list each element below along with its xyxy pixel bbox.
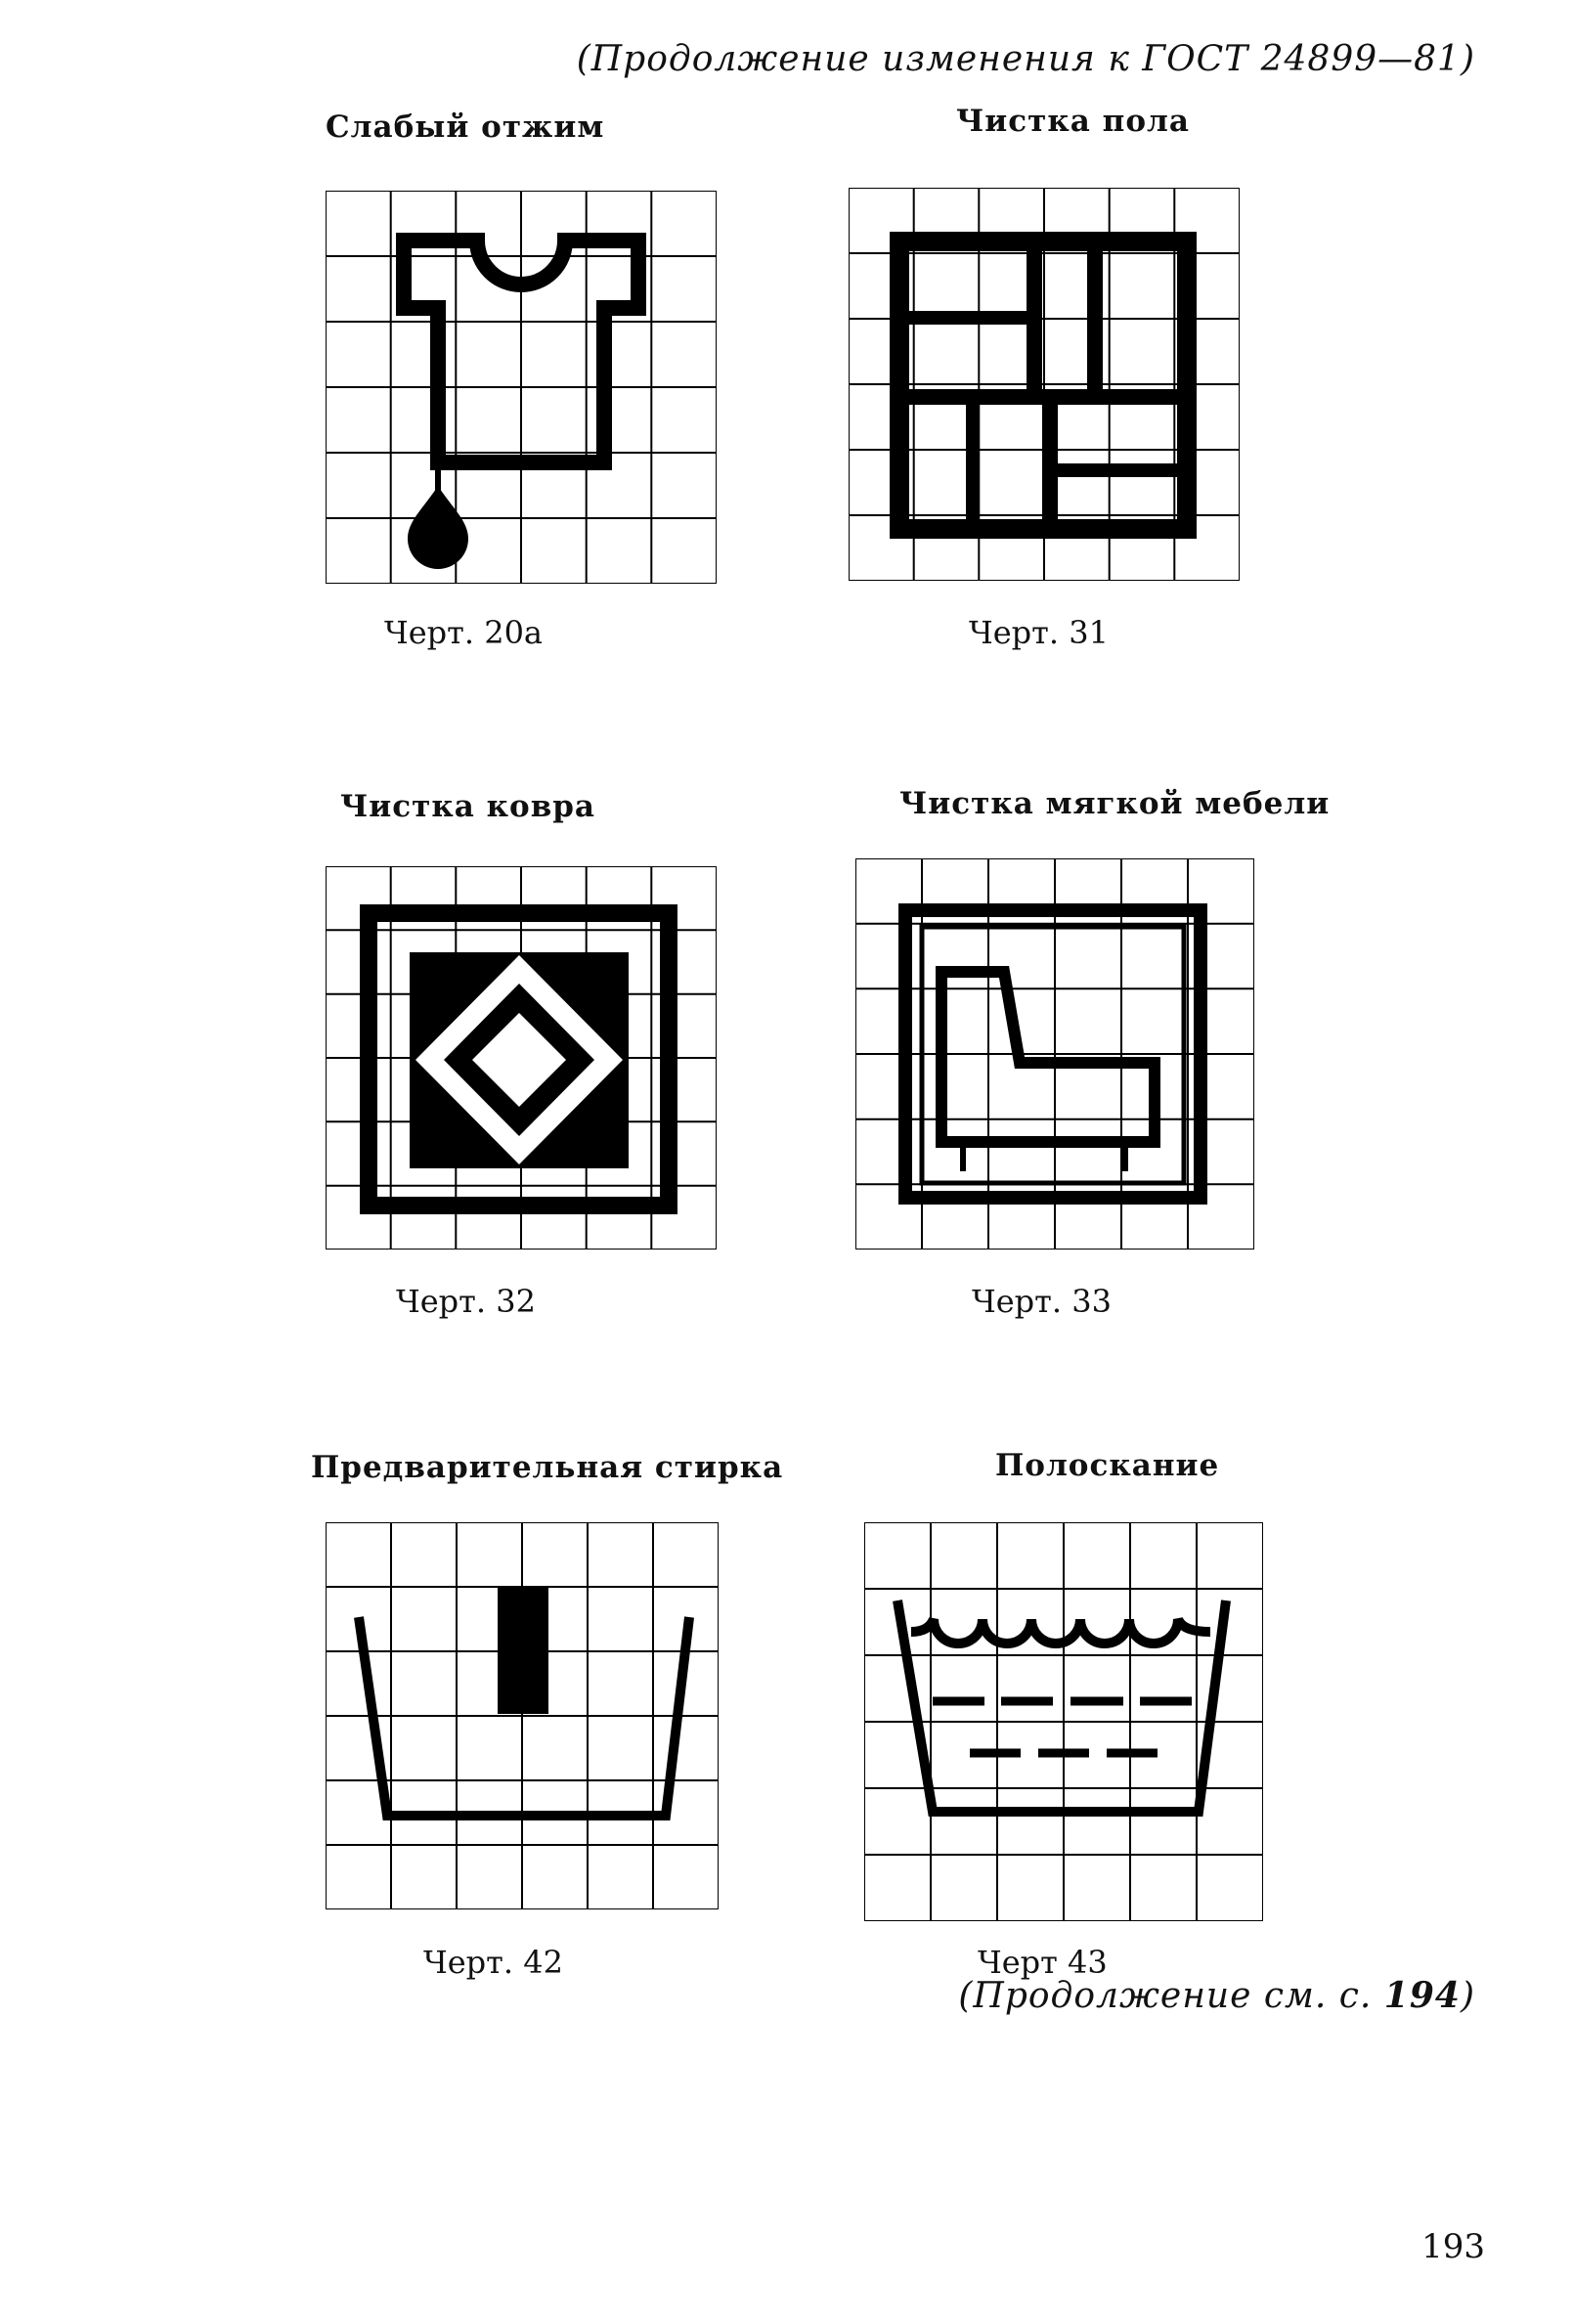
figure-title-rinse: Полоскание <box>995 1448 1220 1483</box>
continuation-note-text: (Продолжение см. с. <box>958 1976 1373 2016</box>
figure-caption-33: Черт. 33 <box>972 1283 1112 1320</box>
figure-caption-43: Черт 43 <box>978 1944 1108 1981</box>
figure-title-carpet-cleaning: Чистка ковра <box>340 789 596 824</box>
t-shirt-drop-icon <box>326 191 717 584</box>
figure-title-upholstery-cleaning: Чистка мягкой мебели <box>899 786 1331 821</box>
figure-caption-31: Черт. 31 <box>969 614 1109 651</box>
carpet-diamond-icon <box>326 866 717 1250</box>
page-header: (Продолжение изменения к ГОСТ 24899—81) <box>576 39 1475 79</box>
figure-caption-20a: Черт. 20а <box>384 614 543 651</box>
page-number: 193 <box>1421 2227 1485 2266</box>
armchair-icon <box>855 858 1254 1250</box>
figure-title-floor-cleaning: Чистка пола <box>956 104 1190 139</box>
washtub-bar-icon <box>326 1522 719 1909</box>
continuation-note-close: ) <box>1460 1976 1475 2016</box>
figure-caption-42: Черт. 42 <box>423 1944 563 1981</box>
figure-caption-32: Черт. 32 <box>396 1283 536 1320</box>
floor-tiles-icon <box>849 188 1240 581</box>
figure-title-prewash: Предварительная стирка <box>311 1450 784 1485</box>
continuation-note <box>958 1975 1475 2016</box>
figure-title-weak-spin: Слабый отжим <box>326 110 605 145</box>
continuation-page-ref: 194 <box>1383 1975 1461 2016</box>
washtub-waves-icon <box>864 1522 1263 1921</box>
